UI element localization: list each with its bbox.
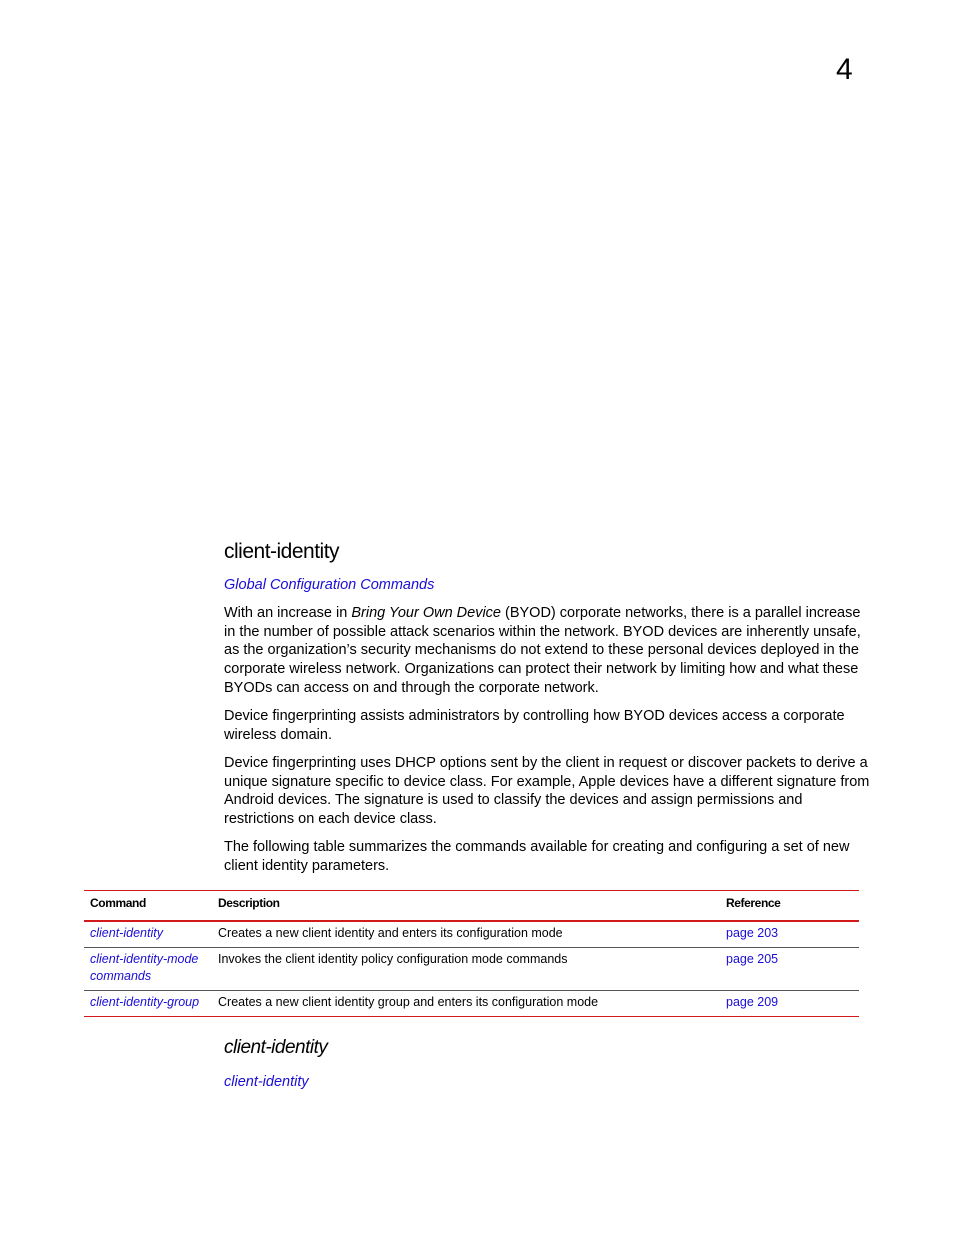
reference-link[interactable]: page 205	[726, 952, 779, 966]
intro-text-end: (BYOD) corporate networks, there is a parallel increase in the number of possible attack scenarios within the network. BYOD devices are inherently unsafe, as the organization’s security mechanisms do not extend to these personal devices deployed in the corporate wireless network. Organizations can protect their network by limiting how and what these BYODs can access on and through the corporate network.	[224, 605, 861, 696]
command-table	[84, 890, 859, 1017]
command-link[interactable]: client-identity-group	[90, 995, 200, 1009]
global-config-commands-link[interactable]: Global Configuration Commands	[224, 577, 435, 593]
table-row	[84, 991, 859, 1017]
reference-link[interactable]: page 209	[726, 995, 779, 1009]
description-cell: Creates a new client identity and enters its configuration mode	[212, 921, 720, 948]
description-cell: Invokes the client identity policy configuration mode commands	[212, 948, 720, 991]
reference-column-header: Reference	[720, 891, 859, 922]
intro-text-start: With an increase in	[224, 605, 352, 621]
chapter-number: 4	[836, 53, 853, 86]
fingerprinting-paragraph: Device fingerprinting assists administrators by controlling how BYOD devices access a corporate wireless domain.	[224, 708, 845, 743]
byod-term: Bring Your Own Device	[351, 605, 501, 621]
intro-paragraph	[224, 604, 870, 698]
section-title: client-identity	[224, 540, 340, 563]
subsection-title: client-identity	[224, 1037, 328, 1058]
table-intro-paragraph: The following table summarizes the commands available for creating and configuring a set of new client identity parameters.	[224, 839, 850, 874]
subsection-breadcrumb	[224, 1073, 309, 1091]
table-row	[84, 948, 859, 991]
section-content	[224, 536, 870, 885]
client-identity-link[interactable]: client-identity	[224, 1074, 309, 1090]
command-link[interactable]: client-identity-mode commands	[90, 952, 199, 983]
table-header-row	[84, 891, 859, 922]
reference-link[interactable]: page 203	[726, 926, 779, 940]
command-link[interactable]: client-identity	[90, 926, 163, 940]
command-column-header: Command	[84, 891, 212, 922]
breadcrumb	[224, 576, 870, 594]
table-row	[84, 921, 859, 948]
dhcp-paragraph: Device fingerprinting uses DHCP options sent by the client in request or discover packets to derive a unique signature specific to device class. For example, Apple devices have a different signature from Android devices. The signature is used to classify the devices and assign permissions and restrictions on each device class.	[224, 754, 870, 828]
description-column-header: Description	[212, 891, 720, 922]
description-cell: Creates a new client identity group and enters its configuration mode	[212, 991, 720, 1017]
